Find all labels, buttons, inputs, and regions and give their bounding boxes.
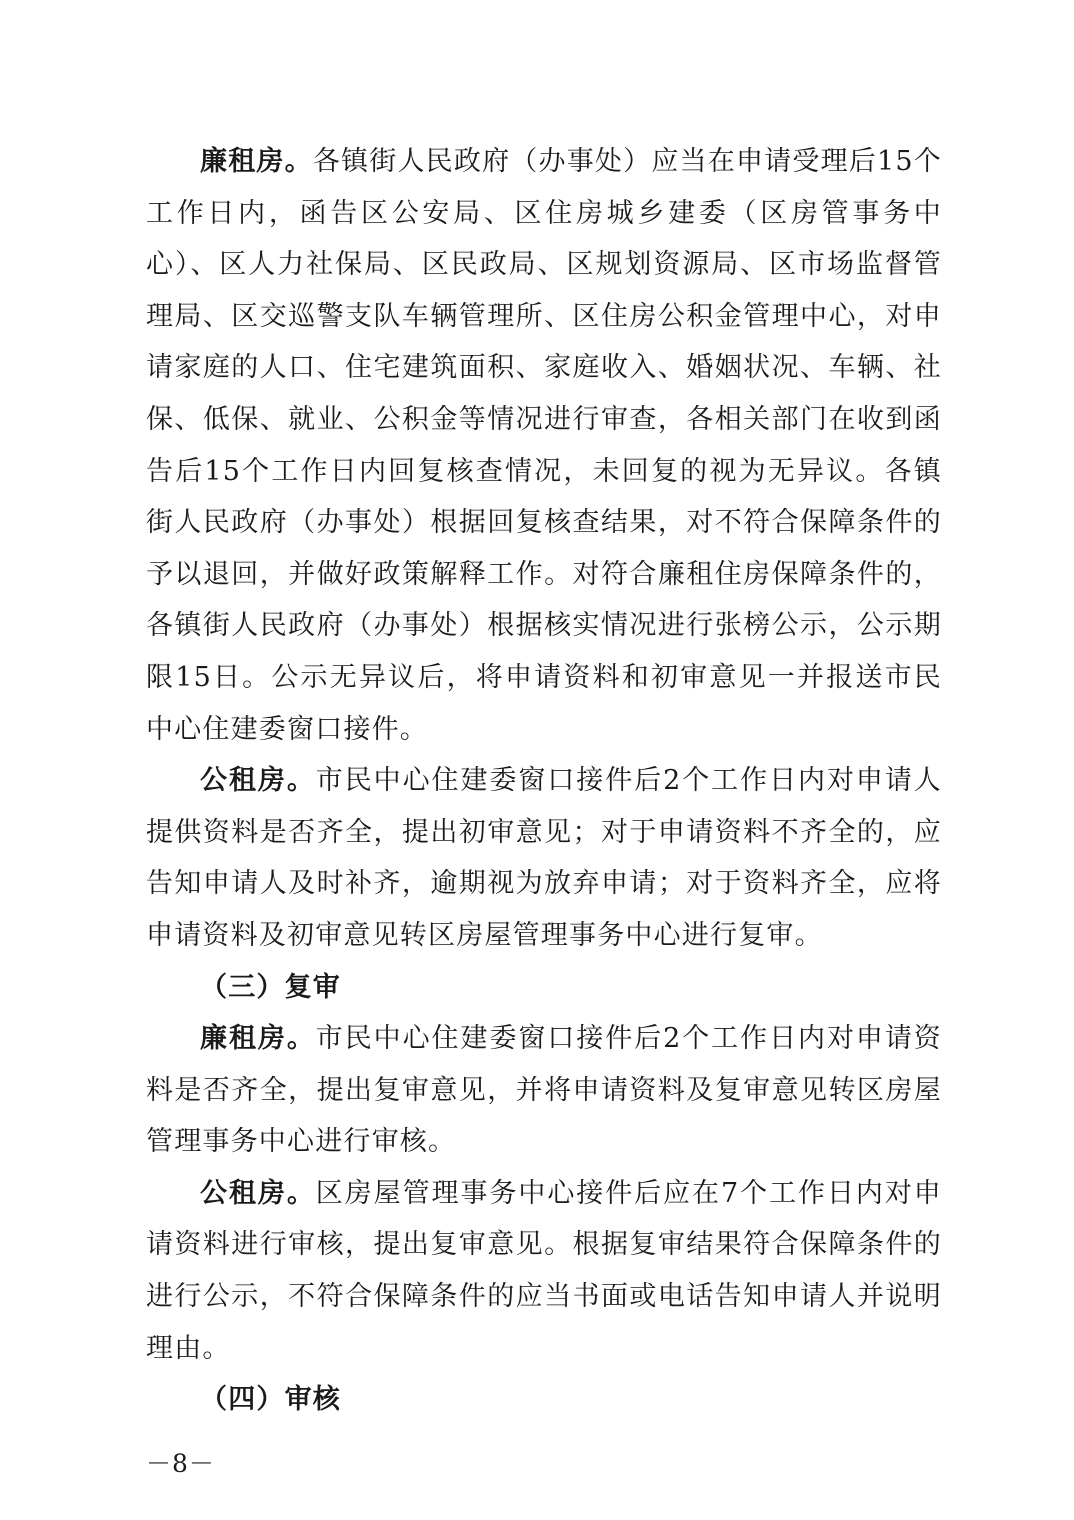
paragraph-lianzufang-review [146,1013,942,1168]
paragraph-text: 市民中心住建委窗口接件后2个工作日内对申请资料是否齐全，提出复审意见，并将申请资料及复审意见转区房屋管理事务中心进行审核。 [146,1023,942,1158]
paragraph-lead: 廉租房。 [200,1023,316,1055]
section-heading-audit: （四）审核 [200,1384,341,1416]
paragraph-text: 区房屋管理事务中心接件后应在7个工作日内对申请资料进行审核，提出复审意见。根据复审结果符合保障条件的进行公示，不符合保障条件的应当书面或电话告知申请人并说明理由。 [146,1177,942,1364]
paragraph-gongzufang-review [146,1168,942,1374]
paragraph-text: 各镇街人民政府（办事处）应当在申请受理后15个工作日内，函告区公安局、区住房城乡建委（区房管事务中心）、区人力社保局、区民政局、区规划资源局、区市场监督管理局、区交巡警支队车辆管理所、区住房公积金管理中心，对申请家庭的人口、住宅建筑面积、家庭收入、婚姻状况、车辆、社保、低保、就业、公积金等情况进行审查，各相关部门在收到函告后15个工作日内回复核查情况，未回复的视为无异议。各镇街人民政府（办事处）根据回复核查结果，对不符合保障条件的予以退回，并做好政策解释工作。对符合廉租住房保障条件的，各镇街人民政府（办事处）根据核实情况进行张榜公示，公示期限15日。公示无异议后，将申请资料和初审意见一并报送市民中心住建委窗口接件。 [146,146,942,745]
paragraph-lianzufang-initial [146,136,942,755]
paragraph-lead: 公租房。 [200,1177,316,1209]
document-page [146,136,942,1426]
paragraph-gongzufang-initial [146,755,942,961]
page-number: －8－ [146,1449,215,1478]
section-heading-review: （三）复审 [200,971,341,1003]
paragraph-lead: 公租房。 [200,765,316,797]
paragraph-lead: 廉租房。 [200,146,313,177]
paragraph-text: 市民中心住建委窗口接件后2个工作日内对申请人提供资料是否齐全，提出初审意见；对于申请资料不齐全的，应告知申请人及时补齐，逾期视为放弃申请；对于资料齐全，应将申请资料及初审意见转区房屋管理事务中心进行复审。 [146,765,942,951]
